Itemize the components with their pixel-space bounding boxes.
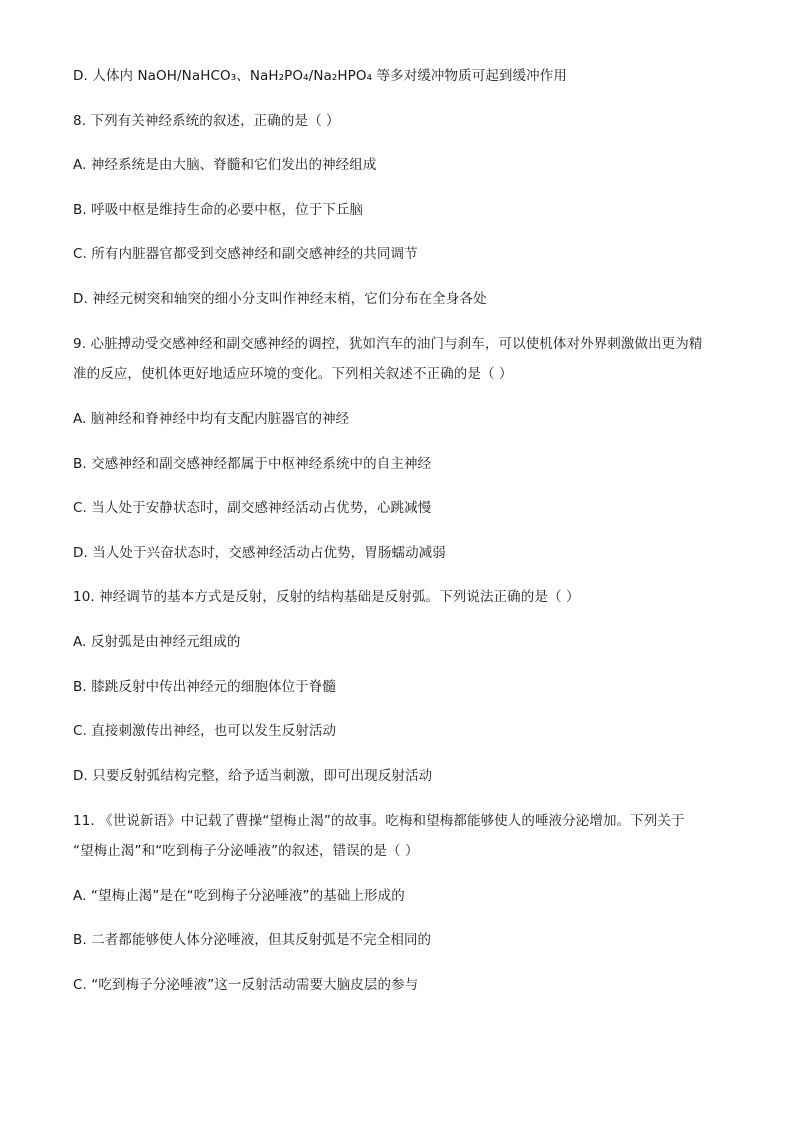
- question-8: 8. 下列有关神经系统的叙述，正确的是（ ）: [73, 113, 340, 129]
- option-8a: A. 神经系统是由大脑、脊髓和它们发出的神经组成: [73, 157, 377, 173]
- option-11a: A. “望梅止渴”是在“吃到梅子分泌唾液”的基础上形成的: [73, 888, 405, 904]
- option-10a: A. 反射弧是由神经元组成的: [73, 634, 241, 650]
- option-10d: D. 只要反射弧结构完整，给予适当刺激，即可出现反射活动: [73, 768, 433, 784]
- option-10b: B. 膝跳反射中传出神经元的细胞体位于脊髓: [73, 679, 336, 695]
- question-11-line-1: 11. 《世说新语》中记载了曹操“望梅止渴”的故事。吃梅和望梅都能够使人的唾液分泌增加。下列关于: [73, 813, 685, 829]
- question-9-line-1: 9. 心脏搏动受交感神经和副交感神经的调控，犹如汽车的油门与刹车，可以使机体对外界刺激做出更为精: [73, 336, 703, 352]
- option-8d: D. 神经元树突和轴突的细小分支叫作神经末梢，它们分布在全身各处: [73, 291, 487, 307]
- option-7d: D. 人体内 NaOH/NaHCO₃、NaH₂PO₄/Na₂HPO₄ 等多对缓冲物质可起到缓冲作用: [73, 68, 567, 84]
- option-10c: C. 直接刺激传出神经，也可以发生反射活动: [73, 723, 337, 739]
- option-9b: B. 交感神经和副交感神经都属于中枢神经系统中的自主神经: [73, 456, 432, 472]
- option-9a: A. 脑神经和脊神经中均有支配内脏器官的神经: [73, 411, 350, 427]
- option-11c: C. “吃到梅子分泌唾液”这一反射活动需要大脑皮层的参与: [73, 977, 419, 993]
- option-9d: D. 当人处于兴奋状态时，交感神经活动占优势，胃肠蠕动减弱: [73, 545, 446, 561]
- question-11-line-2: “望梅止渴”和“吃到梅子分泌唾液”的叙述，错误的是（ ）: [73, 843, 419, 859]
- option-8c: C. 所有内脏器官都受到交感神经和副交感神经的共同调节: [73, 246, 418, 262]
- question-10: 10. 神经调节的基本方式是反射，反射的结构基础是反射弧。下列说法正确的是（ ）: [73, 589, 580, 605]
- option-8b: B. 呼吸中枢是维持生命的必要中枢，位于下丘脑: [73, 202, 364, 218]
- option-11b: B. 二者都能够使人体分泌唾液，但其反射弧是不完全相同的: [73, 932, 432, 948]
- option-9c: C. 当人处于安静状态时，副交感神经活动占优势，心跳减慢: [73, 500, 432, 516]
- question-9-line-2: 准的反应，使机体更好地适应环境的变化。下列相关叙述不正确的是（ ）: [73, 366, 513, 382]
